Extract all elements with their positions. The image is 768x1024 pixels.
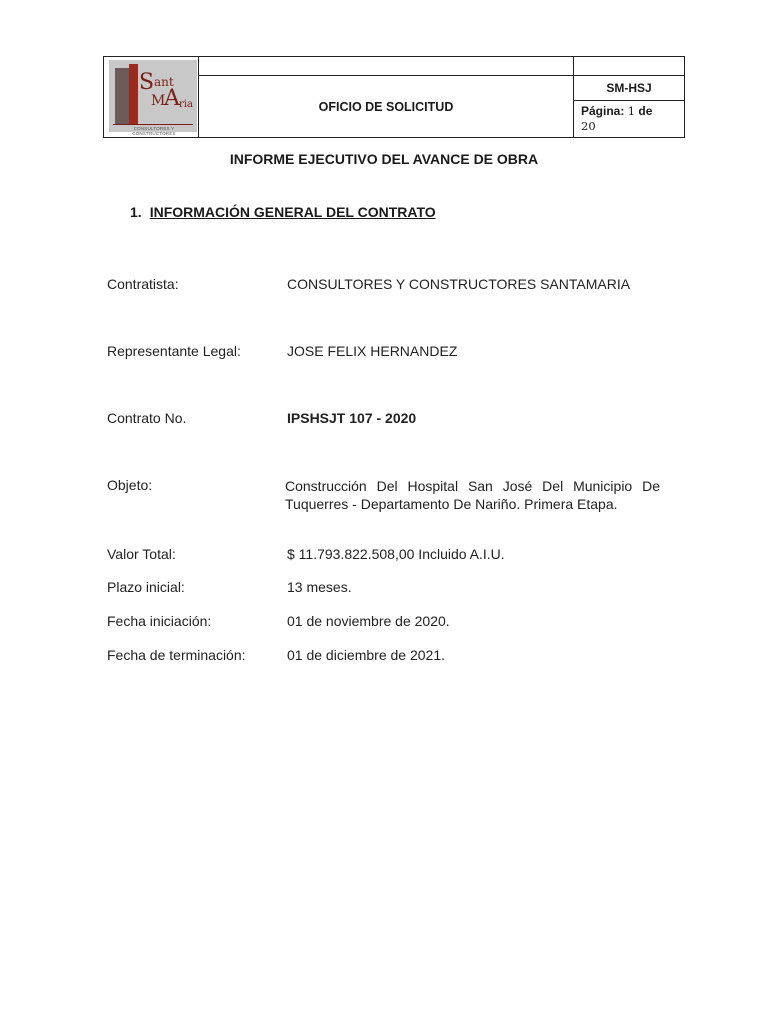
logo-divider: [113, 124, 193, 125]
valor-label: Valor Total:: [107, 546, 176, 562]
page-label: Página:: [581, 104, 625, 118]
header-empty-cell-middle: [199, 57, 574, 76]
logo-bar-red: [129, 64, 138, 124]
document-header-table: [103, 56, 685, 138]
objeto-value: Construcción Del Hospital San José Del Municipio De Tuquerres - Departamento De Nariño. Primera Etapa.: [285, 478, 660, 512]
document-title: INFORME EJECUTIVO DEL AVANCE DE OBRA: [229, 151, 539, 167]
contrato-label: Contrato No.: [107, 410, 187, 426]
logo-letter-s: S: [139, 70, 155, 95]
logo-bar-dark: [115, 68, 129, 124]
terminacion-label: Fecha de terminación:: [107, 647, 246, 663]
company-logo: [109, 60, 197, 136]
contrato-value: IPSHSJT 107 - 2020: [287, 410, 417, 426]
plazo-label: Plazo inicial:: [107, 579, 185, 595]
plazo-value: 13 meses.: [287, 579, 352, 595]
page-indicator: [574, 101, 684, 137]
section-number: 1.: [130, 204, 142, 220]
section-title: INFORMACIÓN GENERAL DEL CONTRATO: [149, 204, 436, 220]
valor-value: $ 11.793.822.508,00 Incluido A.I.U.: [287, 546, 505, 562]
inicio-label: Fecha iniciación:: [107, 613, 212, 629]
page-total: 20: [581, 119, 596, 133]
representante-label: Representante Legal:: [107, 343, 241, 359]
header-title: OFICIO DE SOLICITUD: [199, 76, 574, 137]
terminacion-value: 01 de diciembre de 2021.: [287, 647, 445, 663]
document-code: SM-HSJ: [574, 76, 684, 101]
logo-cell: [104, 57, 199, 137]
representante-value: JOSE FELIX HERNANDEZ: [287, 343, 458, 359]
section-heading: [130, 204, 436, 220]
header-empty-cell-right: [574, 57, 684, 76]
logo-letters-ant: ant: [154, 75, 174, 89]
logo-letter-a: A: [164, 86, 180, 111]
page-of: de: [638, 104, 653, 118]
logo-letters-ria: ria: [179, 99, 193, 110]
logo-letter-m: M: [151, 93, 166, 109]
logo-subtitle: CONSULTORES Y CONSTRUCTORES: [132, 126, 176, 136]
page-current: 1: [627, 104, 636, 118]
inicio-value: 01 de noviembre de 2020.: [287, 613, 450, 629]
objeto-label: Objeto:: [107, 477, 153, 493]
contratista-label: Contratista:: [107, 276, 179, 292]
contratista-value: CONSULTORES Y CONSTRUCTORES SANTAMARIA: [287, 276, 631, 292]
